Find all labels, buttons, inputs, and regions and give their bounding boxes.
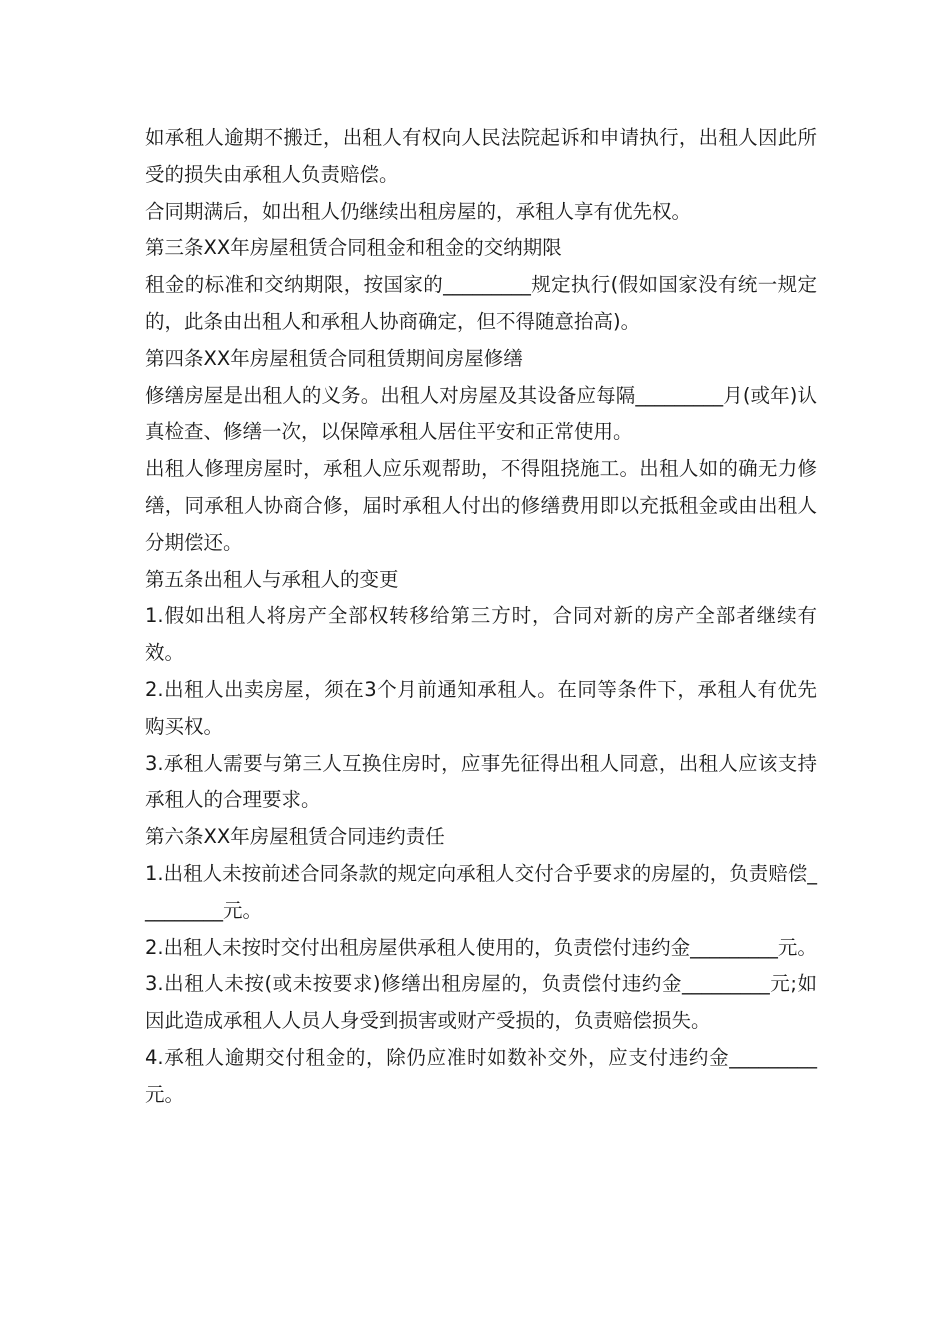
heading-article-3: 第三条XX年房屋租赁合同租金和租金的交纳期限: [145, 236, 562, 260]
list-item-breach-2: 2.出租人未按时交付出租房屋供承租人使用的，负责偿付违约金_________元。: [145, 935, 817, 959]
paragraph-renewal-priority: 合同期满后，如出租人仍继续出租房屋的，承租人享有优先权。: [145, 199, 692, 223]
paragraph-eviction-liability: 如承租人逾期不搬迁，出租人有权向人民法院起诉和申请执行，出租人因此所受的损失由承租人负责赔偿。: [145, 126, 817, 186]
document-body: [145, 120, 817, 1114]
paragraph-repair-cooperation: 出租人修理房屋时，承租人应乐观帮助，不得阻挠施工。出租人如的确无力修缮，同承租人协商合修，届时承租人付出的修缮费用即以充抵租金或由出租人分期偿还。: [145, 457, 817, 554]
paragraph-repair-duty: 修缮房屋是出租人的义务。出租人对房屋及其设备应每隔_________月(或年)认真检查、修缮一次，以保障承租人居住平安和正常使用。: [145, 383, 817, 444]
list-item-change-1: 1.假如出租人将房产全部权转移给第三方时，合同对新的房产全部者继续有效。: [145, 604, 817, 665]
list-item-breach-3: 3.出租人未按(或未按要求)修缮出租房屋的，负责偿付违约金_________元;如因此造成承租人人员人身受到损害或财产受损的，负责赔偿损失。: [145, 972, 817, 1033]
heading-article-5: 第五条出租人与承租人的变更: [145, 567, 399, 591]
paragraph-rent-standard: 租金的标准和交纳期限，按国家的_________规定执行(假如国家没有统一规定的，此条由出租人和承租人协商确定，但不得随意抬高)。: [145, 273, 817, 333]
list-item-breach-4: 4.承租人逾期交付租金的，除仍应准时如数补交外，应支付违约金_________元。: [145, 1045, 817, 1106]
list-item-breach-1: 1.出租人未按前述合同条款的规定向承租人交付合乎要求的房屋的，负责赔偿_________元。: [145, 861, 817, 922]
list-item-change-2: 2.出租人出卖房屋，须在3个月前通知承租人。在同等条件下，承租人有优先购买权。: [145, 677, 817, 738]
heading-article-4: 第四条XX年房屋租赁合同租赁期间房屋修缮: [145, 346, 523, 370]
list-item-change-3: 3.承租人需要与第三人互换住房时，应事先征得出租人同意，出租人应该支持承租人的合理要求。: [145, 751, 817, 812]
heading-article-6: 第六条XX年房屋租赁合同违约责任: [145, 825, 445, 849]
